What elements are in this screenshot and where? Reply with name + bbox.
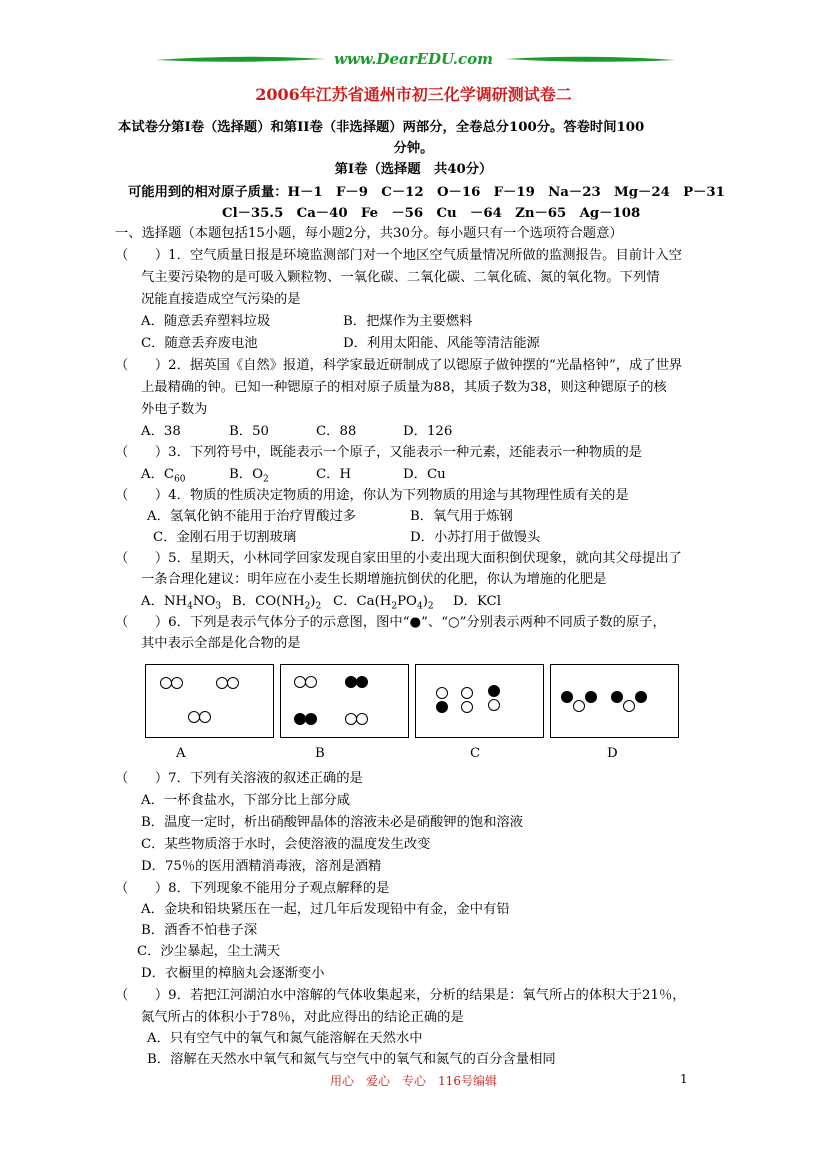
q1-option-c: C．随意丢弃废电池 [141, 336, 258, 351]
atom-black [356, 676, 368, 688]
q5-option-b: B．$CO(NH_2)_2$ [232, 594, 322, 612]
q3-stem-1: （ ）3．下列符号中，既能表示一个原子，又能表示一种元素，还能表示一种物质的是 [115, 445, 643, 460]
diagram-label-b: B [315, 746, 325, 761]
q2-stem-3: 外电子数为 [141, 402, 208, 417]
q3-option-d: D．Cu [403, 467, 446, 482]
q4-option-a: A．氢氧化钠不能用于治疗胃酸过多 [147, 509, 357, 524]
part-one-heading: 一、选择题（本题包括15小题，每小题2分，共30分。每小题只有一个选项符合题意） [115, 226, 623, 241]
diagram-label-c: C [470, 746, 481, 761]
q2-stem-1: （ ）2．据英国《自然》报道，科学家最近研制成了以锶原子做钟摆的“光晶格钟”，成了世界 [115, 358, 683, 373]
atom-white [623, 700, 635, 712]
q9-option-a: A．只有空气中的氧气和氮气能溶解在天然水中 [147, 1031, 423, 1046]
site-url[interactable]: www.DearEDU.com [333, 50, 493, 68]
q7-stem-1: （ ）7．下列有关溶液的叙述正确的是 [115, 771, 363, 786]
q7-option-d: D．75％的医用酒精消毒液，溶剂是酒精 [141, 859, 382, 874]
q1-option-b: B．把煤作为主要燃料 [343, 314, 473, 329]
q5-stem-1: （ ）5．星期天，小林同学回家发现自家田里的小麦出现大面积倒伏现象，就向其父母提出了 [115, 551, 682, 566]
page-footer: 用心 爱心 专心 116号编辑 [330, 1074, 497, 1088]
molecule-box-c [415, 664, 544, 738]
q2-option-b: B．50 [229, 424, 269, 439]
atomic-masses-line-2: Cl－35.5 Ca－40 Fe －56 Cu －64 Zn－65 Ag－108 [222, 206, 641, 221]
q7-option-b: B．温度一定时，析出硝酸钾晶体的溶液未必是硝酸钾的饱和溶液 [141, 815, 524, 830]
atom-white [436, 687, 448, 699]
atom-black [488, 685, 500, 697]
q2-option-d: D．126 [403, 424, 453, 439]
section-heading: 第Ⅰ卷（选择题 共40分） [334, 162, 493, 177]
q7-option-a: A．一杯食盐水，下部分比上部分咸 [141, 793, 351, 808]
q5-option-c: C．$Ca(H_2PO_4)_2$ [333, 594, 434, 612]
q1-stem-1: （ ）1．空气质量日报是环境监测部门对一个地区空气质量情况所做的监测报告。目前计入空 [115, 248, 682, 263]
q3-option-a: A．$C_{60}$ [141, 467, 186, 485]
atom-white [488, 699, 500, 711]
page-number: 1 [680, 1072, 688, 1086]
atom-white [171, 677, 183, 689]
q8-stem-1: （ ）8．下列现象不能用分子观点解释的是 [115, 881, 390, 896]
atom-white [461, 701, 473, 713]
atom-black [585, 691, 597, 703]
q3-option-b: B．$O_2$ [229, 467, 269, 485]
atom-black [561, 691, 573, 703]
q8-option-d: D．衣橱里的樟脑丸会逐渐变小 [141, 966, 325, 981]
q7-option-c: C．某些物质溶于水时，会使溶液的温度发生改变 [141, 837, 431, 852]
q8-option-b: B．酒香不怕巷子深 [141, 923, 258, 938]
molecule-box-a [145, 664, 274, 738]
atom-white [356, 713, 368, 725]
q4-stem-1: （ ）4．物质的性质决定物质的用途，你认为下列物质的用途与其物理性质有关的是 [115, 488, 629, 503]
atomic-masses-line-1: 可能用到的相对原子质量：H－1 F－9 C－12 O－16 F－19 Na－23 Mg－24 P－31 [128, 185, 725, 200]
q5-option-a: A．$NH_4NO_3$ [141, 594, 222, 612]
atom-white [199, 711, 211, 723]
atom-black [436, 701, 448, 713]
q5-option-d: D．KCl [453, 594, 501, 609]
atom-white [227, 677, 239, 689]
intro-line-2: 分钟。 [393, 141, 434, 156]
intro-line-1: 本试卷分第Ⅰ卷（选择题）和第II卷（非选择题）两部分，全卷总分100分。答卷时间100 [118, 120, 645, 135]
atom-white [573, 700, 585, 712]
atom-white [305, 676, 317, 688]
q2-option-c: C．88 [316, 424, 357, 439]
q9-option-b: B．溶解在天然水中氧气和氮气与空气中的氧气和氮气的百分含量相同 [147, 1052, 556, 1067]
q4-option-d: D．小苏打用于做馒头 [410, 530, 541, 545]
q1-stem-2: 气主要污染物的是可吸入颗粒物、一氧化碳、二氧化碳、二氧化硫、氮的氧化物。下列情 [141, 270, 660, 285]
q4-option-b: B．氧气用于炼钢 [410, 509, 513, 524]
q1-stem-3: 况能直接造成空气污染的是 [141, 292, 301, 307]
page-title: 2006年江苏省通州市初三化学调研测试卷二 [255, 85, 572, 104]
atom-black [611, 691, 623, 703]
q1-option-d: D．利用太阳能、风能等清洁能源 [343, 336, 540, 351]
q6-stem-2: 其中表示全部是化合物的是 [141, 636, 301, 651]
atom-black [635, 691, 647, 703]
q1-option-a: A．随意丢弃塑料垃圾 [141, 314, 271, 329]
q8-option-a: A．金块和铅块紧压在一起，过几年后发现铅中有金，金中有铅 [141, 902, 510, 917]
q3-option-c: C．H [316, 467, 352, 482]
q9-stem-1: （ ）9．若把江河湖泊水中溶解的气体收集起来，分析的结果是：氧气所占的体积大于21％， [115, 988, 686, 1003]
q2-stem-2: 上最精确的钟。已知一种锶原子的相对原子质量为88，其质子数为38，则这种锶原子的核 [141, 380, 667, 395]
diagram-label-d: D [607, 746, 618, 761]
atom-white [461, 687, 473, 699]
q5-stem-2: 一条合理化建议：明年应在小麦生长期增施抗倒伏的化肥，你认为增施的化肥是 [141, 572, 607, 587]
atom-black [305, 713, 317, 725]
q2-option-a: A．38 [141, 424, 181, 439]
q9-stem-2: 氮气所占的体积小于78％，对此应得出的结论正确的是 [141, 1010, 464, 1025]
q8-option-c: C．沙尘暴起，尘土满天 [137, 944, 281, 959]
molecule-box-d [550, 664, 679, 738]
q4-option-c: C．金刚石用于切割玻璃 [153, 530, 297, 545]
diagram-label-a: A [176, 746, 186, 761]
q6-stem-1: （ ）6．下列是表示气体分子的示意图，图中“●”、“○”分别表示两种不同质子数的原子， [115, 615, 666, 630]
molecule-box-b [280, 664, 409, 738]
